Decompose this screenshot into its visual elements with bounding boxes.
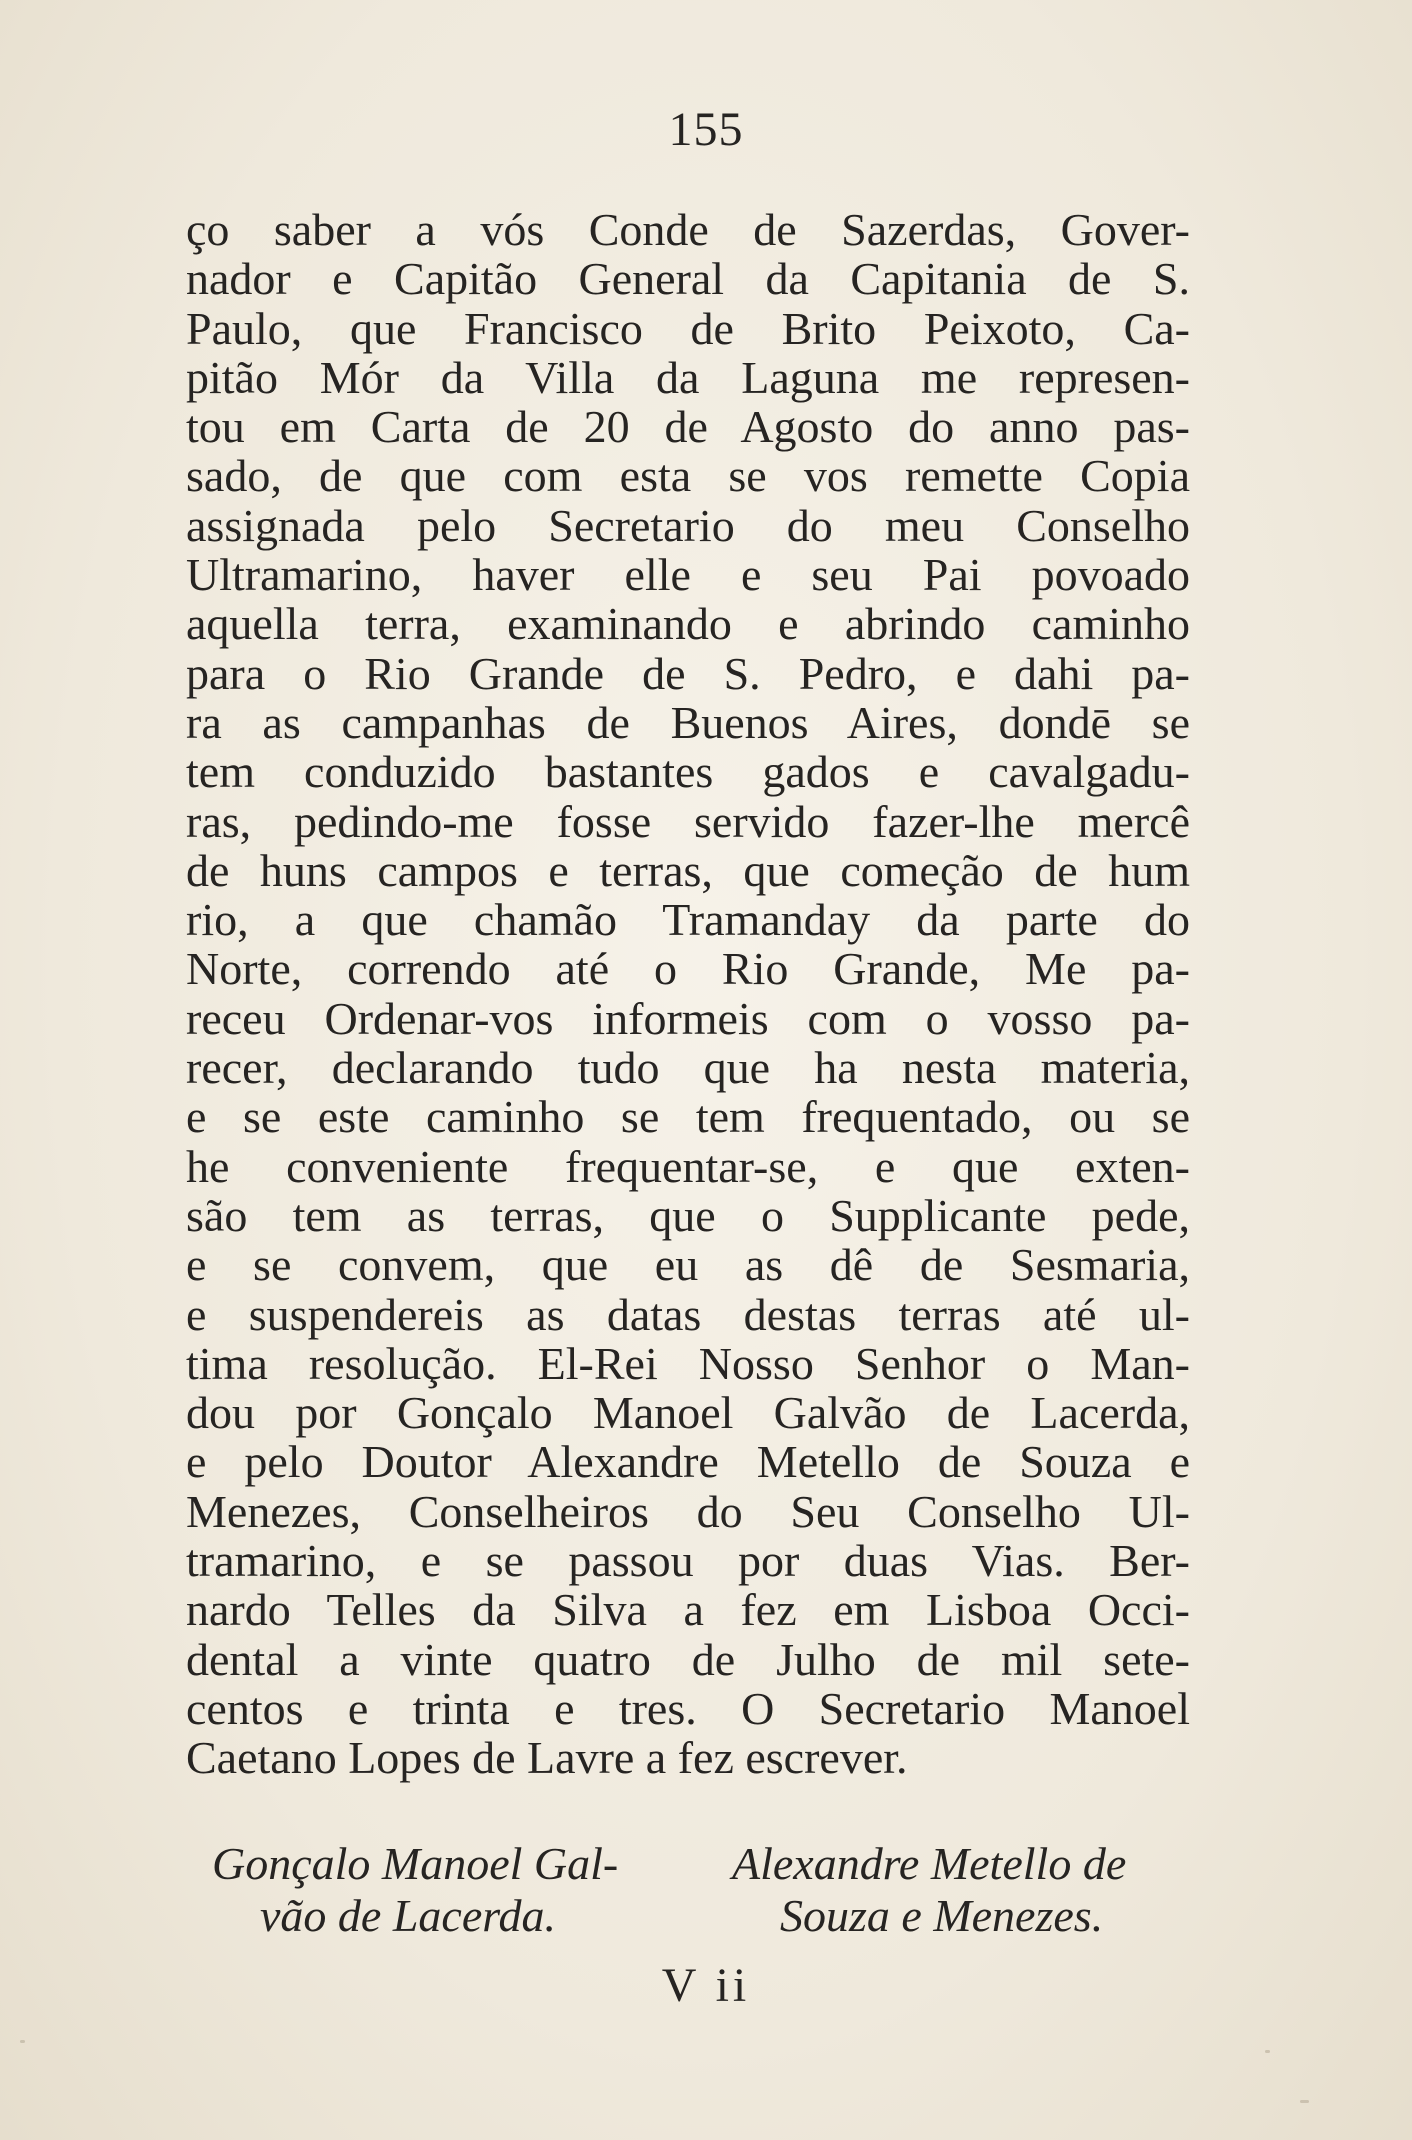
- body-line: aquella terra, examinando e abrindo caminho: [186, 598, 1190, 650]
- body-line: Paulo, que Francisco de Brito Peixoto, Ca-: [186, 302, 1190, 354]
- body-line: tima resolução. El-Rei Nosso Senhor o Man-: [186, 1337, 1190, 1389]
- page-number: 155: [668, 103, 744, 156]
- body-text: [186, 205, 1190, 1783]
- body-line: tem conduzido bastantes gados e cavalgadu-: [186, 746, 1190, 798]
- paper-speck: [1265, 2050, 1270, 2053]
- paper-speck: [20, 2040, 25, 2043]
- body-line: ras, pedindo-me fosse servido fazer-lhe mercê: [186, 795, 1190, 847]
- body-line: recer, declarando tudo que ha nesta materia,: [186, 1042, 1190, 1094]
- body-line: ra as campanhas de Buenos Aires, dondē se: [186, 696, 1190, 748]
- body-line: pitão Mór da Villa da Laguna me represen-: [186, 351, 1190, 403]
- signature-mark: V ii: [661, 1959, 751, 2012]
- body-line: para o Rio Grande de S. Pedro, e dahi pa-: [186, 647, 1190, 699]
- body-line: sado, de que com esta se vos remette Copia: [186, 450, 1190, 502]
- body-line: tou em Carta de 20 de Agosto do anno pas-: [186, 401, 1190, 453]
- signatory-left-line-1: Gonçalo Manoel Gal-: [212, 1838, 619, 1889]
- body-line: Norte, correndo até o Rio Grande, Me pa-: [186, 943, 1190, 995]
- paper-speck: [1300, 2100, 1309, 2103]
- body-line: centos e trinta e tres. O Secretario Manoel: [186, 1682, 1190, 1734]
- body-line: rio, a que chamão Tramanday da parte do: [186, 894, 1190, 946]
- body-line: e suspendereis as datas destas terras até ul-: [186, 1288, 1190, 1340]
- body-line: tramarino, e se passou por duas Vias. Ber-: [186, 1535, 1190, 1587]
- body-line: dental a vinte quatro de Julho de mil sete-: [186, 1633, 1190, 1685]
- signatory-left-line-2: vão de Lacerda.: [260, 1890, 556, 1941]
- body-line: receu Ordenar-vos informeis com o vosso pa-: [186, 992, 1190, 1044]
- body-line: Ultramarino, haver elle e seu Pai povoado: [186, 549, 1190, 601]
- body-line: dou por Gonçalo Manoel Galvão de Lacerda,: [186, 1387, 1190, 1439]
- signatory-right-line-1: Alexandre Metello de: [732, 1838, 1127, 1889]
- body-line: e pelo Doutor Alexandre Metello de Souza e: [186, 1436, 1190, 1488]
- body-line: são tem as terras, que o Supplicante pede,: [186, 1189, 1190, 1241]
- body-line: nador e Capitão General da Capitania de S.: [186, 253, 1190, 305]
- body-line: Menezes, Conselheiros do Seu Conselho Ul-: [186, 1485, 1190, 1537]
- body-line: ço saber a vós Conde de Sazerdas, Gover-: [186, 204, 1190, 255]
- signatory-right-line-2: Souza e Menezes.: [780, 1890, 1104, 1941]
- body-line: Caetano Lopes de Lavre a fez escrever.: [186, 1732, 908, 1784]
- body-line: he conveniente frequentar-se, e que exten-: [186, 1140, 1190, 1192]
- body-line: de huns campos e terras, que começão de hum: [186, 844, 1190, 896]
- body-line: nardo Telles da Silva a fez em Lisboa Occi-: [186, 1584, 1190, 1636]
- body-line: e se este caminho se tem frequentado, ou se: [186, 1091, 1190, 1143]
- body-line: e se convem, que eu as dê de Sesmaria,: [186, 1239, 1190, 1291]
- body-line: assignada pelo Secretario do meu Conselho: [186, 499, 1190, 551]
